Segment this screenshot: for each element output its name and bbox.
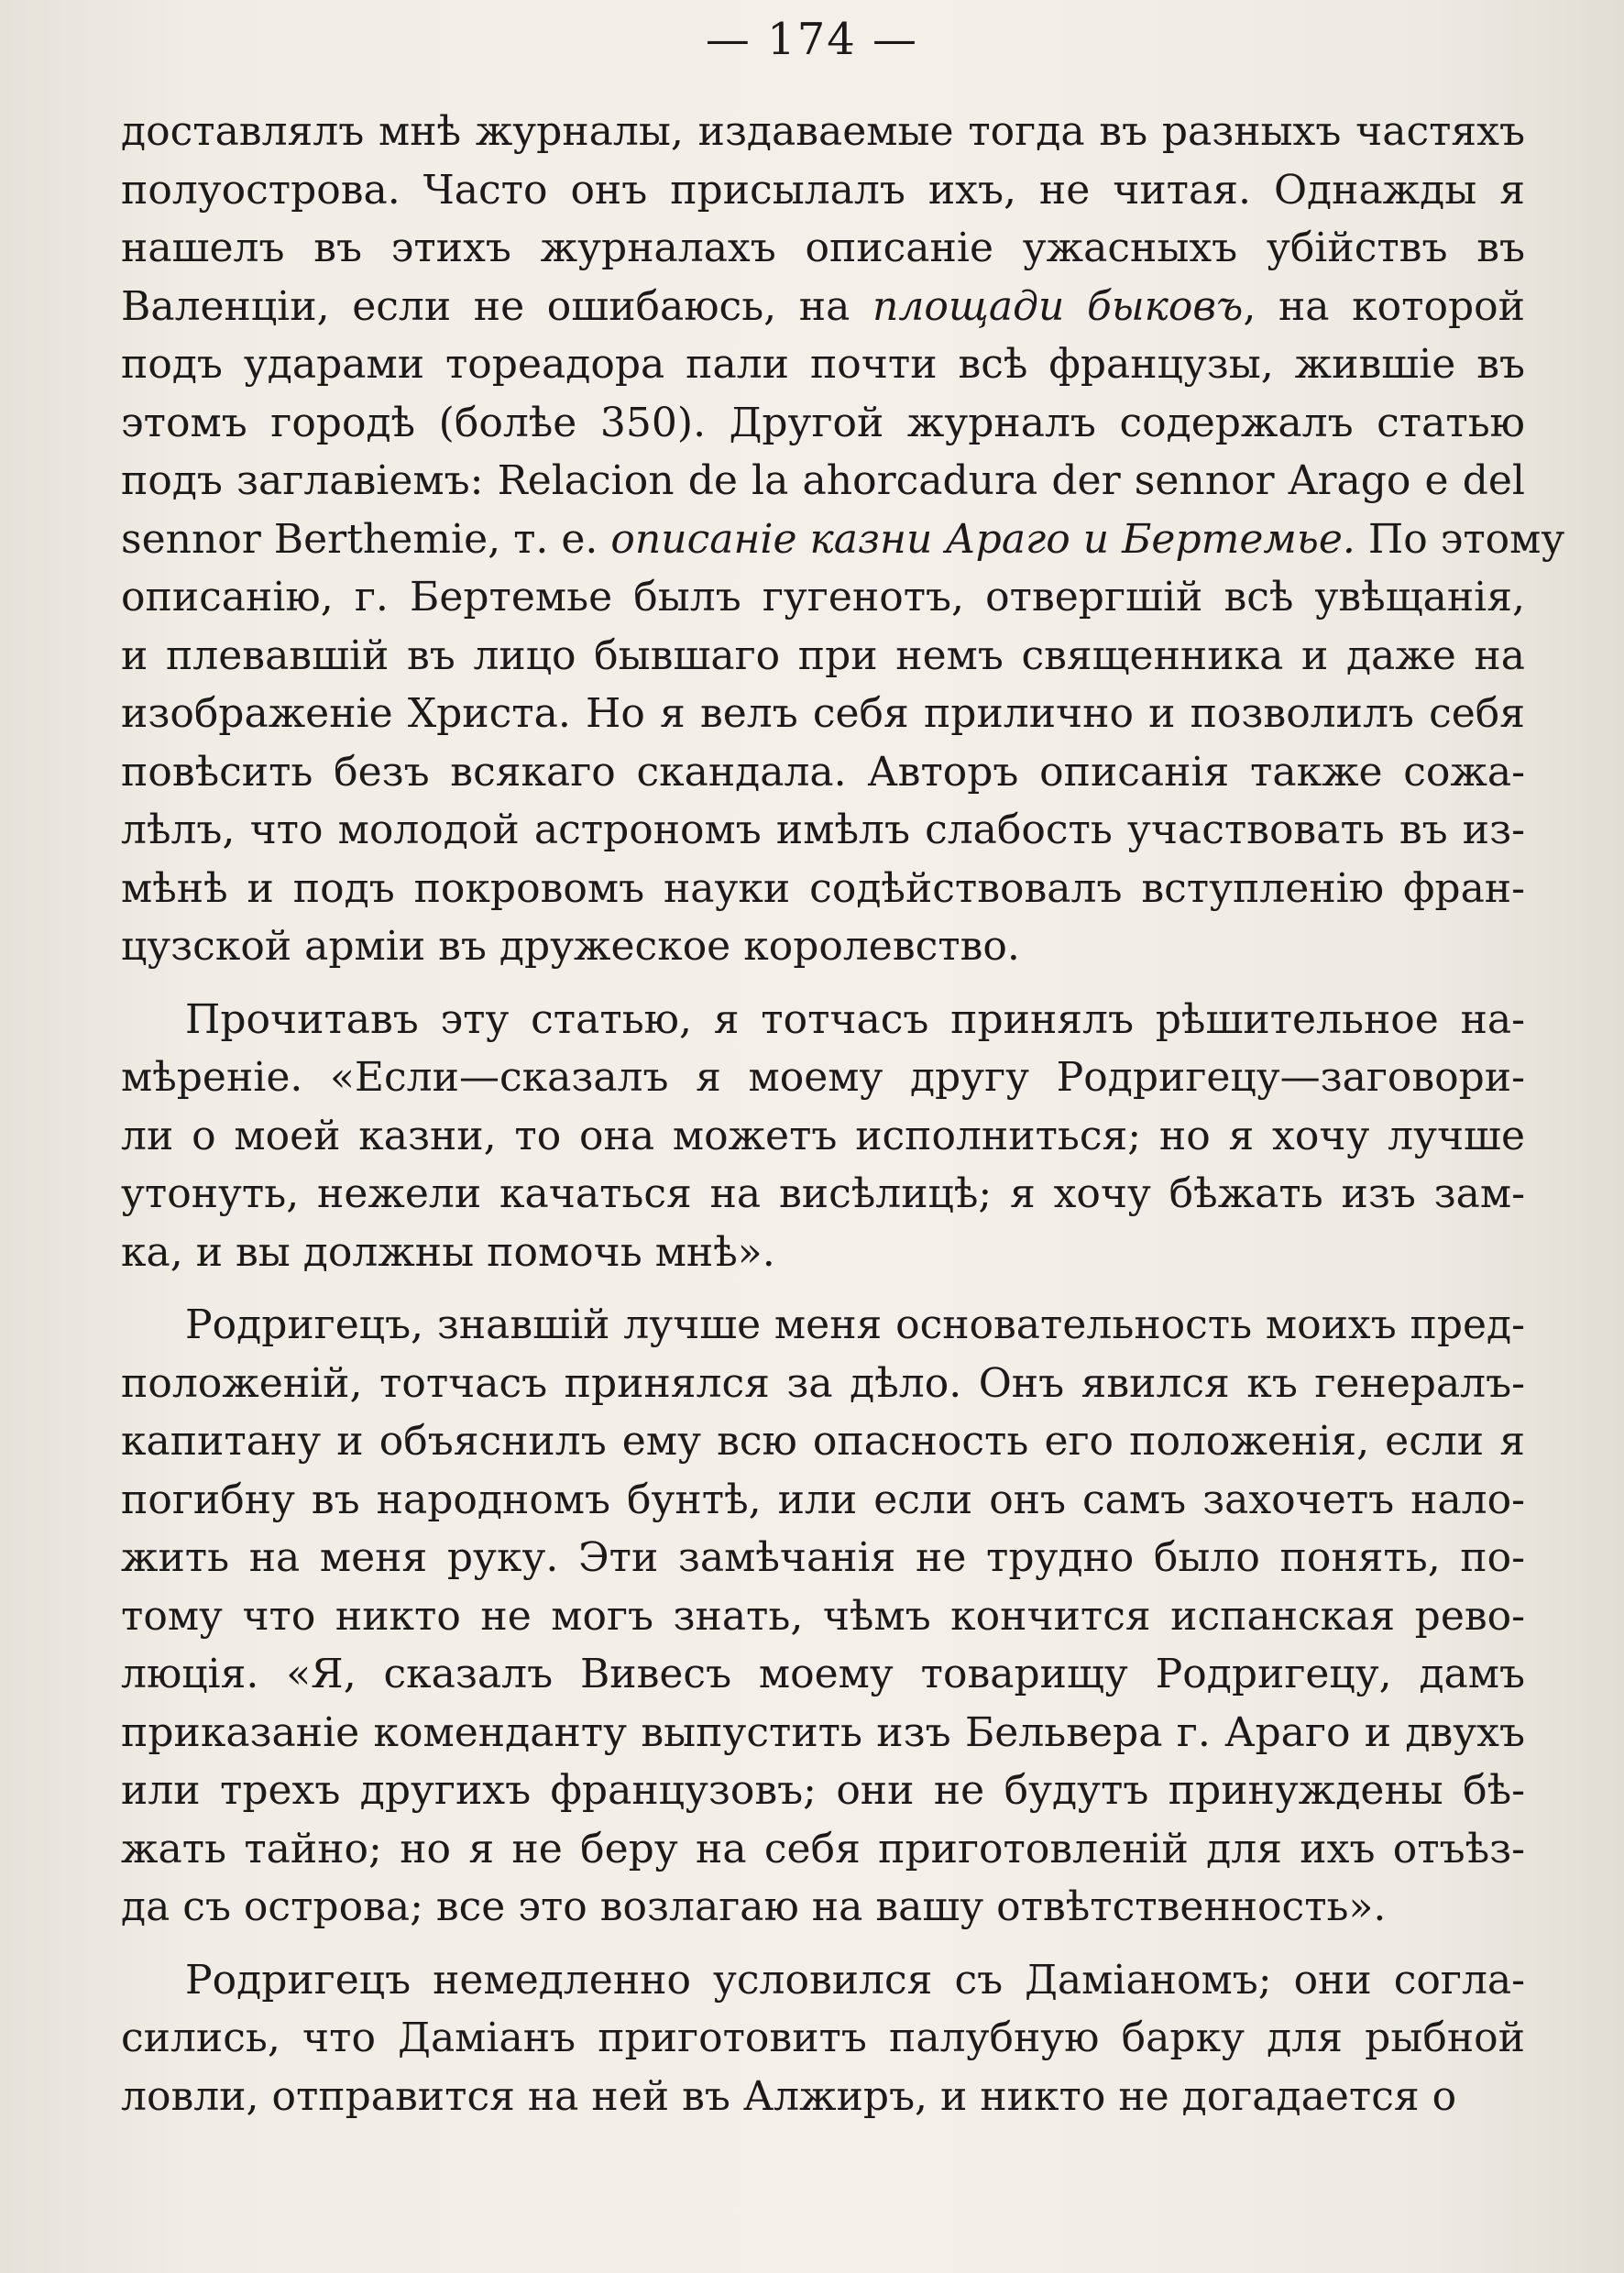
text-line: [121, 278, 1525, 336]
text-line: [121, 511, 1565, 569]
text-line: повѣсить безъ всякаго скандала. Авторъ описанія также сожа-: [121, 748, 1525, 796]
text-line: или трехъ другихъ французовъ; они не будутъ принуждены бѣ-: [121, 1767, 1525, 1814]
text-line: ка, и вы должны помочь мнѣ».: [121, 1228, 775, 1276]
text-line: жить на меня руку. Эти замѣчанія не трудно было понять, по-: [121, 1534, 1525, 1581]
body-text: [121, 103, 1565, 2125]
text-line: капитану и объяснилъ ему всю опасность его положенія, если я: [121, 1418, 1525, 1465]
text-line: Родригецъ, знавшій лучше меня основательность моихъ пред-: [185, 1301, 1525, 1348]
text-line: лѣлъ, что молодой астрономъ имѣлъ слабость участвовать въ из-: [121, 807, 1525, 853]
text-line: доставлялъ мнѣ журналы, издаваемые тогда въ разныхъ частяхъ: [121, 108, 1525, 155]
text-line: погибну въ народномъ бунтѣ, или если онъ самъ захочетъ нало-: [121, 1476, 1525, 1523]
text-line: жать тайно; но я не беру на себя приготовленій для ихъ отъѣз-: [121, 1825, 1525, 1872]
text-line: да съ острова; все это возлагаю на вашу отвѣтственность».: [121, 1883, 1387, 1930]
text-line: ли о моей казни, то она можетъ исполниться; но я хочу лучше: [121, 1112, 1525, 1159]
text-line: описанію, г. Бертемье былъ гугенотъ, отвергшій всѣ увѣщанія,: [121, 574, 1525, 620]
text-segment: , на которой: [1243, 282, 1525, 330]
text-line: тому что никто не могъ знать, чѣмъ кончится испанская рево-: [121, 1592, 1525, 1640]
text-line: подъ ударами тореадора пали почти всѣ французы, жившіе въ: [121, 341, 1525, 388]
italic-text: площади быковъ: [872, 282, 1244, 330]
text-line: мѣнѣ и подъ покровомъ науки содѣйствовалъ вступленію фран-: [121, 864, 1525, 912]
text-line: приказаніе коменданту выпустить изъ Бельвера г. Араго и двухъ: [121, 1708, 1525, 1756]
text-line: и плевавшій въ лицо бывшаго при немъ священника и даже на: [121, 631, 1525, 679]
text-line: этомъ городѣ (болѣе 350). Другой журналъ содержалъ статью: [121, 399, 1525, 446]
page-number: — 174 —: [705, 14, 919, 65]
italic-text: описаніе казни Араго и Бертемье.: [610, 515, 1355, 563]
text-line: сились, что Даміанъ приготовитъ палубную барку для рыбной: [121, 2015, 1525, 2061]
text-line: Родригецъ немедленно условился съ Даміаномъ; они согла-: [185, 1956, 1525, 2004]
text-line: нашелъ въ этихъ журналахъ описаніе ужасныхъ убійствъ въ: [121, 225, 1525, 271]
text-line: люція. «Я, сказалъ Вивесъ моему товарищу Родригецу, дамъ: [121, 1651, 1525, 1697]
paragraph: [121, 991, 1525, 1282]
text-line: Прочитавъ эту статью, я тотчасъ принялъ рѣшительное на-: [185, 995, 1525, 1043]
text-segment: sennor Berthemie, т. е.: [121, 515, 611, 563]
text-segment: Валенціи, если не ошибаюсь, на: [121, 282, 872, 330]
text-line: полуострова. Часто онъ присылалъ ихъ, не читая. Однажды я: [121, 166, 1525, 214]
text-line: ловли, отправится на ней въ Алжиръ, и никто не догадается о: [121, 2072, 1457, 2120]
paragraph: [121, 1951, 1525, 2126]
paragraph: [121, 1296, 1525, 1937]
text-line: подъ заглавіемъ: Relacion de la ahorcadura der sennor Arago e del: [121, 457, 1525, 504]
text-line: изображеніе Христа. Но я велъ себя прилично и позволилъ себя: [121, 690, 1525, 737]
text-line: мѣреніе. «Если—сказалъ я моему другу Родригецу—заговори-: [121, 1054, 1525, 1101]
text-segment: По этому: [1355, 515, 1565, 563]
paragraph: [121, 103, 1565, 976]
text-line: положеній, тотчасъ принялся за дѣло. Онъ явился къ генералъ-: [121, 1359, 1525, 1407]
text-line: утонуть, нежели качаться на висѣлицѣ; я хочу бѣжать изъ зам-: [121, 1170, 1525, 1217]
text-line: цузской арміи въ дружеское королевство.: [121, 923, 1020, 970]
